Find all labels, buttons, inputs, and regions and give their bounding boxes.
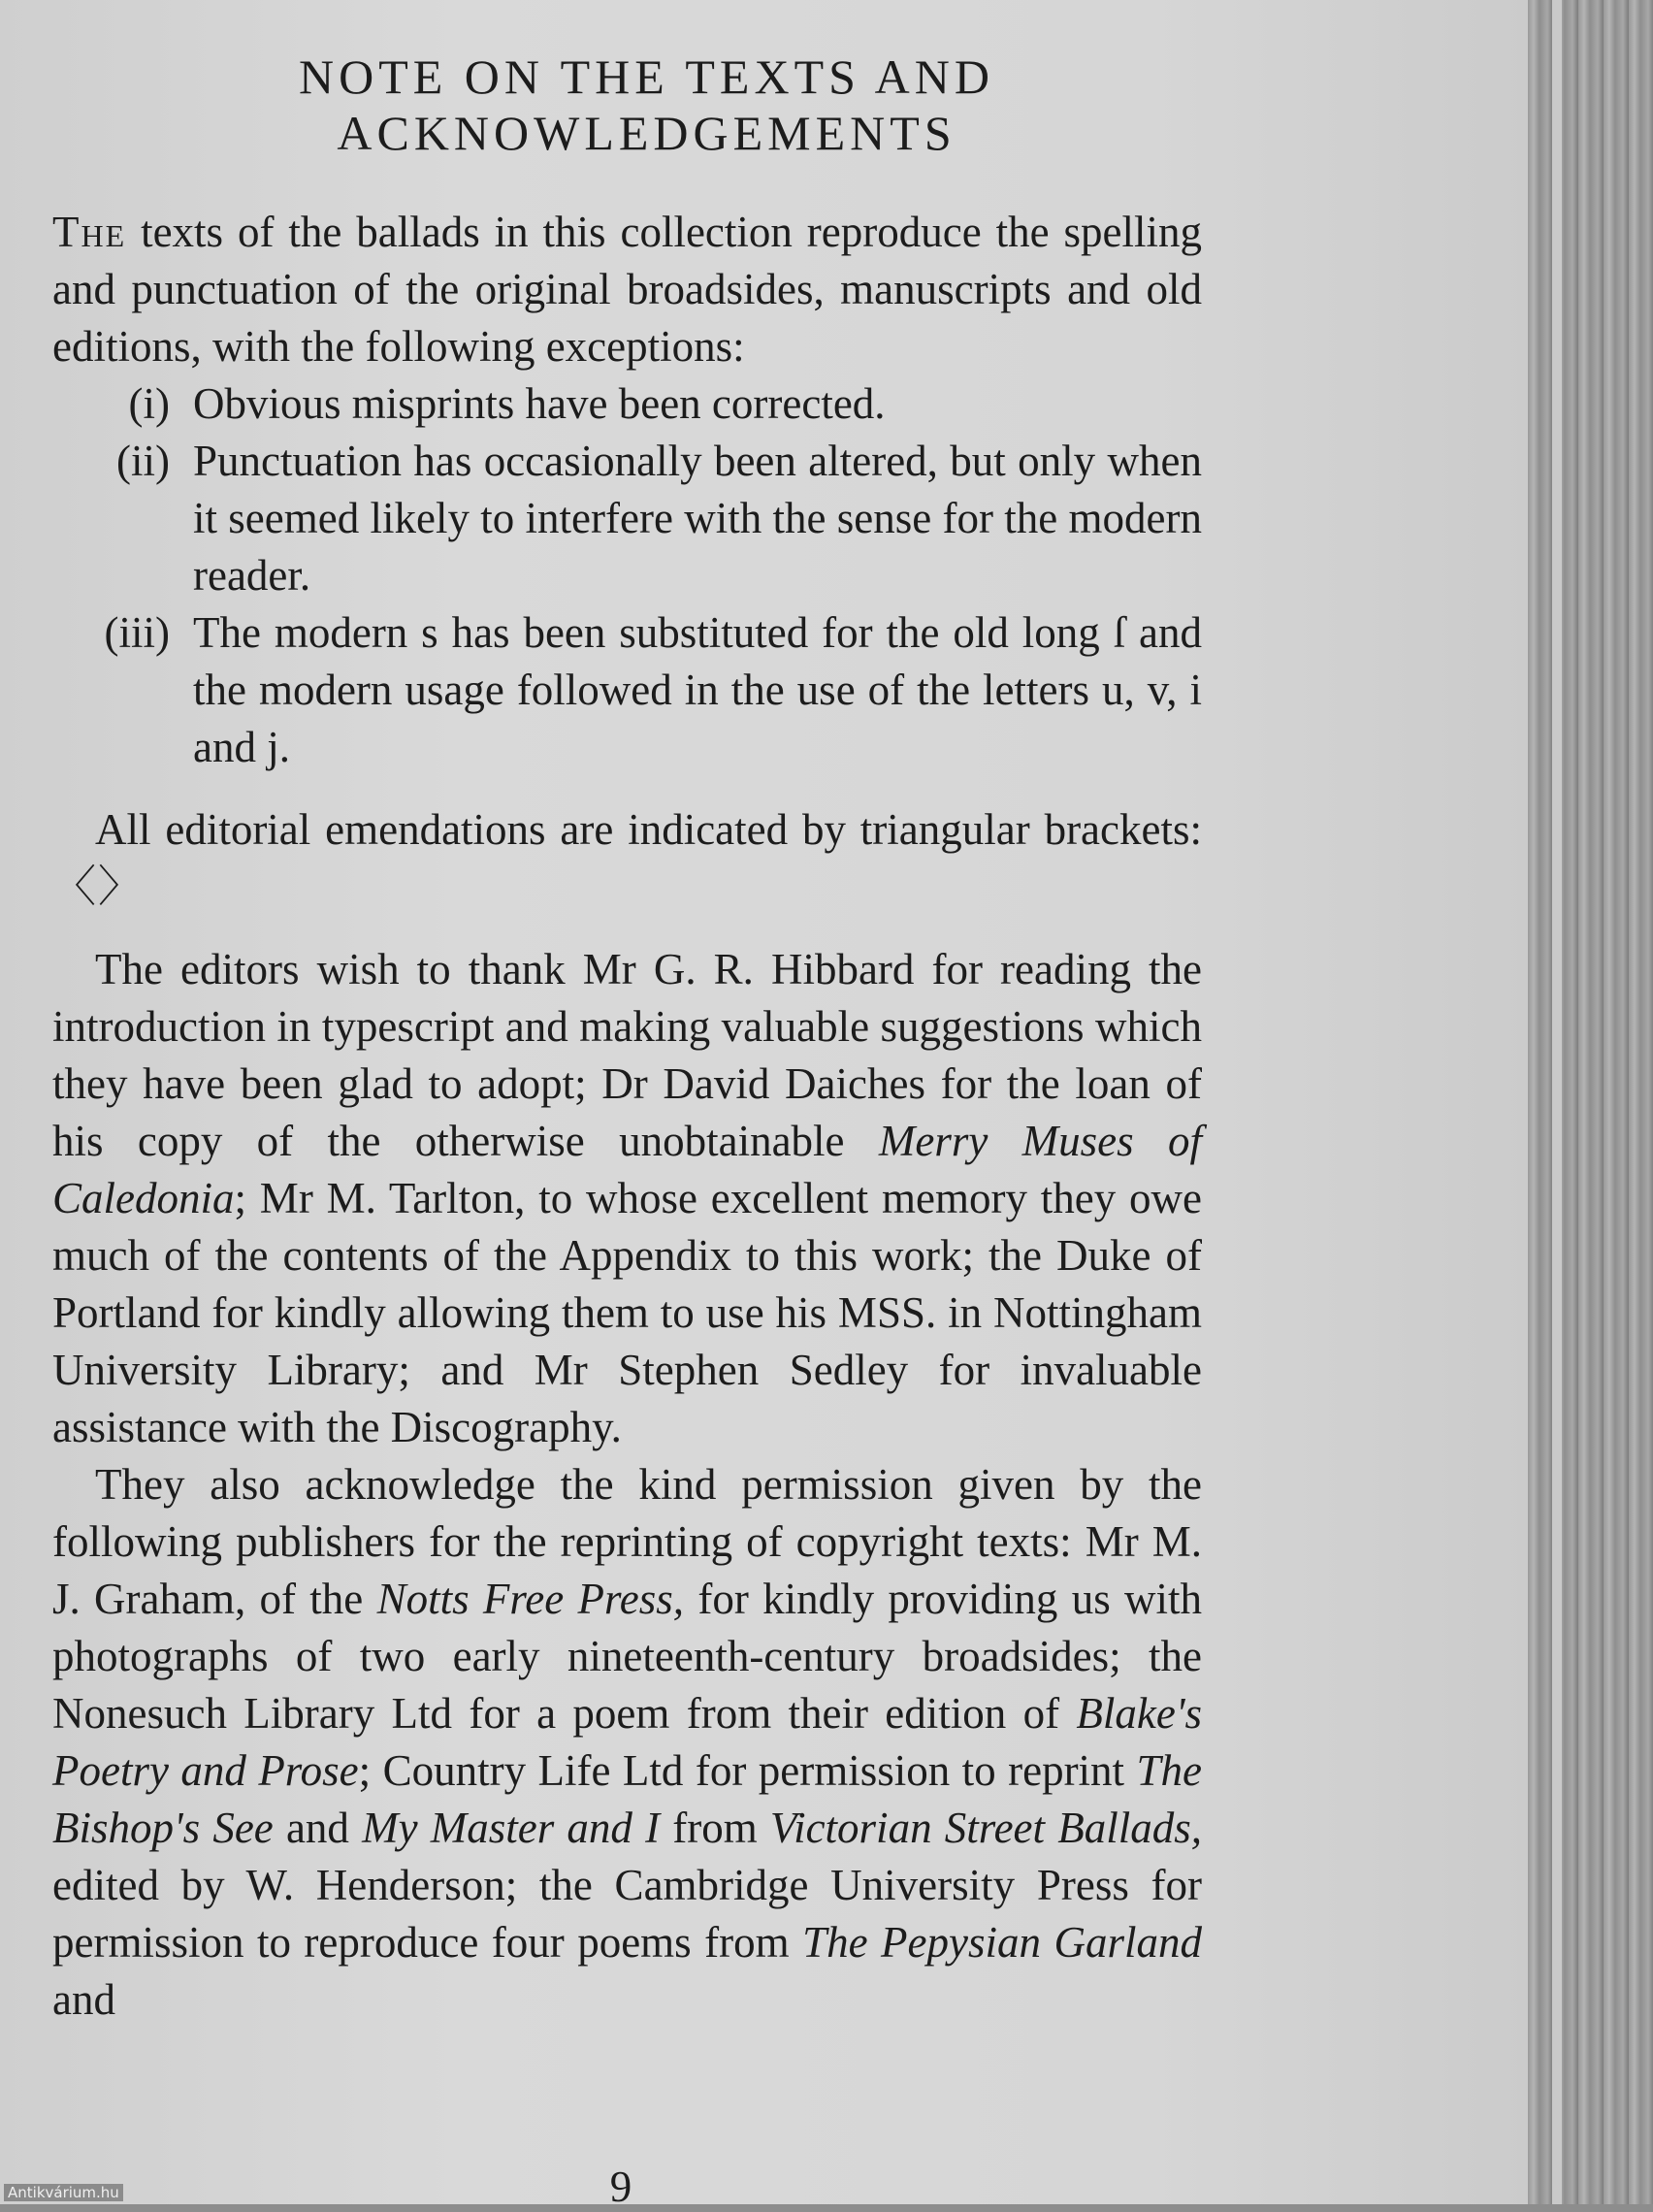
triangular-brackets-symbol: 〈〉 xyxy=(52,862,145,911)
list-item xyxy=(52,433,1202,604)
item-number: (ii) xyxy=(116,437,170,485)
gutter-edge xyxy=(1552,0,1562,2204)
publication-title-italic: The Pepysian Garland xyxy=(802,1918,1202,1967)
item-text: The modern s has been substituted for the old long ſ and the modern usage followed in the use of the letters u, v, i and j. xyxy=(193,608,1202,771)
permissions-text: and xyxy=(52,1975,115,2024)
intro-text: texts of the ballads in this collection reproduce the spelling and punctuation of the original broadsides, manuscripts and old editions, with the following exceptions: xyxy=(52,208,1202,371)
thanks-text: ; Mr M. Tarlton, to whose excellent memory they owe much of the contents of the Appendix to this work; the Duke of Portland for kindly allowing them to use his MSS. in Nottingham University Library; and Mr Stephen Sedley for invaluable assistance with the Discography. xyxy=(52,1174,1202,1451)
thanks-text: The editors wish to thank Mr G. R. Hibbard for reading the introduction in typescript and making valuable suggestions which they have been glad to adopt; Dr David Daiches for the loan of his copy of the otherwise unobtainable xyxy=(52,945,1202,1165)
page-number: 9 xyxy=(609,2163,632,2211)
title-line-2: ACKNOWLEDGEMENTS xyxy=(337,106,956,160)
exceptions-list xyxy=(52,375,1202,776)
page-title xyxy=(91,49,1202,161)
permissions-text: from xyxy=(660,1804,770,1852)
intro-lead-word: The xyxy=(52,208,127,256)
item-number: (i) xyxy=(128,379,170,428)
item-number: (iii) xyxy=(104,608,170,657)
publication-title-italic: Notts Free Press, xyxy=(376,1575,685,1623)
intro-paragraph xyxy=(52,204,1202,375)
emendations-paragraph xyxy=(52,801,1202,916)
emendations-text: All editorial emendations are indicated by triangular brackets: xyxy=(95,805,1202,854)
permissions-text: and xyxy=(273,1804,363,1852)
publication-title-italic: My Master and I xyxy=(362,1804,661,1852)
title-line-1: NOTE ON THE TEXTS AND xyxy=(298,49,994,104)
item-text: Obvious misprints have been corrected. xyxy=(193,379,886,428)
thanks-paragraph xyxy=(52,941,1202,1456)
permissions-text: They also acknowledge the kind permission given by the following publishers for the reprinting of copyright texts: Mr M. J. Graham, of the xyxy=(52,1460,1202,1623)
publication-title-italic: Blake's Poetry and Prose xyxy=(52,1689,1202,1795)
book-gutter xyxy=(1528,0,1653,2204)
permissions-text: ; Country Life Ltd for permission to reprint xyxy=(358,1746,1137,1795)
permissions-text: for kindly providing us with photographs of two early nineteenth-century broadsides; the Nonesuch Library Ltd for a poem from their edition of xyxy=(52,1575,1203,1738)
list-item xyxy=(52,604,1202,776)
page-content xyxy=(52,49,1202,2029)
watermark-label: Antikvárium.hu xyxy=(4,2184,123,2201)
permissions-paragraph xyxy=(52,1456,1202,2029)
publication-title-italic: Victorian Street Ballads, xyxy=(769,1804,1202,1852)
book-title-italic: Merry Muses of Caledonia xyxy=(52,1117,1202,1222)
publication-title-italic: The Bishop's See xyxy=(52,1746,1202,1852)
permissions-text: edited by W. Henderson; the Cambridge University Press for permission to reproduce four poems from xyxy=(52,1861,1202,1967)
item-text: Punctuation has occasionally been altered, but only when it seemed likely to interfere with the sense for the modern reader. xyxy=(193,437,1202,600)
list-item xyxy=(52,375,1202,433)
